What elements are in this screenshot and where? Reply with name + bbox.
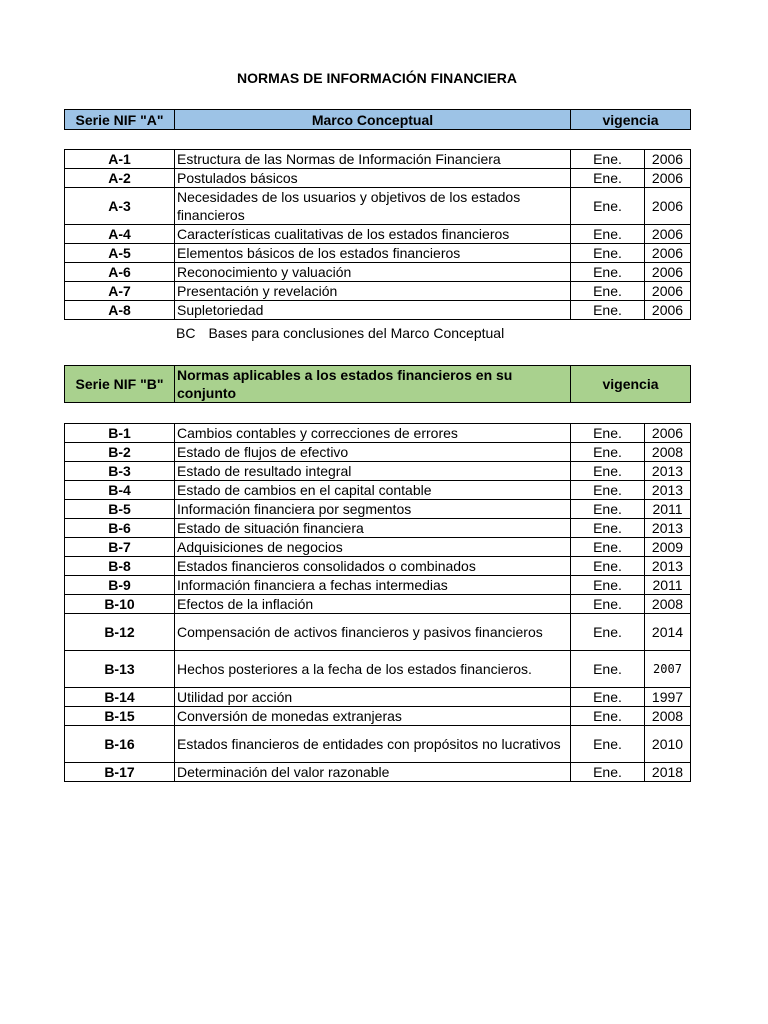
table-row xyxy=(65,500,691,519)
table-row xyxy=(65,595,691,614)
series-b-label: Serie NIF "B" xyxy=(65,366,175,403)
vigencia-year: 2006 xyxy=(645,263,691,282)
table-row xyxy=(65,651,691,688)
table-row xyxy=(65,614,691,651)
norma-description: Necesidades de los usuarios y objetivos de los estados financieros xyxy=(175,188,571,225)
table-row xyxy=(65,150,691,169)
vigencia-year: 2014 xyxy=(645,614,691,651)
norma-description: Información financiera por segmentos xyxy=(175,500,571,519)
series-a-header-row xyxy=(65,110,691,130)
series-a-header-table xyxy=(64,109,691,130)
norma-code: B-13 xyxy=(65,651,175,688)
norma-description: Adquisiciones de negocios xyxy=(175,538,571,557)
norma-code: B-5 xyxy=(65,500,175,519)
table-row xyxy=(65,538,691,557)
norma-description: Estado de cambios en el capital contable xyxy=(175,481,571,500)
bc-note xyxy=(176,325,504,341)
series-b-vigencia: vigencia xyxy=(571,366,691,403)
vigencia-year: 2006 xyxy=(645,169,691,188)
table-row xyxy=(65,519,691,538)
norma-code: A-7 xyxy=(65,282,175,301)
vigencia-year: 2006 xyxy=(645,188,691,225)
norma-code: A-8 xyxy=(65,301,175,320)
series-b-name: Normas aplicables a los estados financieros en su conjunto xyxy=(175,366,571,403)
vigencia-month: Ene. xyxy=(571,519,645,538)
norma-description: Estado de flujos de efectivo xyxy=(175,443,571,462)
norma-description: Estructura de las Normas de Información Financiera xyxy=(175,150,571,169)
norma-code: B-14 xyxy=(65,688,175,707)
norma-description: Estados financieros de entidades con propósitos no lucrativos xyxy=(175,726,571,763)
table-row xyxy=(65,481,691,500)
vigencia-month: Ene. xyxy=(571,244,645,263)
norma-description: Conversión de monedas extranjeras xyxy=(175,707,571,726)
vigencia-year: 2013 xyxy=(645,557,691,576)
vigencia-year: 2006 xyxy=(645,424,691,443)
table-row xyxy=(65,244,691,263)
vigencia-year: 1997 xyxy=(645,688,691,707)
vigencia-year: 2011 xyxy=(645,500,691,519)
vigencia-month: Ene. xyxy=(571,538,645,557)
norma-code: B-15 xyxy=(65,707,175,726)
page-title: NORMAS DE INFORMACIÓN FINANCIERA xyxy=(237,70,517,86)
vigencia-month: Ene. xyxy=(571,282,645,301)
vigencia-month: Ene. xyxy=(571,707,645,726)
norma-code: B-6 xyxy=(65,519,175,538)
bc-note-code: BC xyxy=(176,325,196,341)
norma-code: B-1 xyxy=(65,424,175,443)
norma-description: Presentación y revelación xyxy=(175,282,571,301)
vigencia-month: Ene. xyxy=(571,443,645,462)
norma-description: Elementos básicos de los estados financieros xyxy=(175,244,571,263)
vigencia-month: Ene. xyxy=(571,462,645,481)
table-row xyxy=(65,707,691,726)
norma-code: A-6 xyxy=(65,263,175,282)
norma-code: B-17 xyxy=(65,763,175,782)
norma-description: Hechos posteriores a la fecha de los estados financieros. xyxy=(175,651,571,688)
norma-description: Características cualitativas de los estados financieros xyxy=(175,225,571,244)
norma-code: B-2 xyxy=(65,443,175,462)
vigencia-year: 2011 xyxy=(645,576,691,595)
series-a-vigencia: vigencia xyxy=(571,110,691,130)
norma-description: Cambios contables y correcciones de errores xyxy=(175,424,571,443)
vigencia-month: Ene. xyxy=(571,651,645,688)
norma-description: Supletoriedad xyxy=(175,301,571,320)
vigencia-year: 2006 xyxy=(645,282,691,301)
norma-description: Determinación del valor razonable xyxy=(175,763,571,782)
vigencia-month: Ene. xyxy=(571,557,645,576)
norma-code: A-3 xyxy=(65,188,175,225)
vigencia-month: Ene. xyxy=(571,595,645,614)
vigencia-year: 2006 xyxy=(645,244,691,263)
vigencia-month: Ene. xyxy=(571,424,645,443)
vigencia-year: 2013 xyxy=(645,462,691,481)
norma-description: Estado de resultado integral xyxy=(175,462,571,481)
norma-code: A-5 xyxy=(65,244,175,263)
vigencia-month: Ene. xyxy=(571,169,645,188)
norma-code: B-16 xyxy=(65,726,175,763)
vigencia-month: Ene. xyxy=(571,614,645,651)
table-row xyxy=(65,557,691,576)
norma-code: B-4 xyxy=(65,481,175,500)
vigencia-year: 2009 xyxy=(645,538,691,557)
vigencia-year: 2018 xyxy=(645,763,691,782)
table-row xyxy=(65,763,691,782)
vigencia-month: Ene. xyxy=(571,150,645,169)
vigencia-year: 2010 xyxy=(645,726,691,763)
vigencia-month: Ene. xyxy=(571,225,645,244)
table-row xyxy=(65,169,691,188)
vigencia-month: Ene. xyxy=(571,301,645,320)
series-a-table xyxy=(64,149,691,320)
series-b-header-row xyxy=(65,366,691,403)
norma-code: A-1 xyxy=(65,150,175,169)
table-row xyxy=(65,301,691,320)
series-b-table xyxy=(64,423,691,782)
table-row xyxy=(65,282,691,301)
norma-code: A-2 xyxy=(65,169,175,188)
norma-code: B-9 xyxy=(65,576,175,595)
vigencia-year: 2006 xyxy=(645,150,691,169)
vigencia-year: 2013 xyxy=(645,519,691,538)
vigencia-year: 2008 xyxy=(645,595,691,614)
table-row xyxy=(65,188,691,225)
table-row xyxy=(65,726,691,763)
vigencia-month: Ene. xyxy=(571,188,645,225)
table-row xyxy=(65,263,691,282)
table-row xyxy=(65,576,691,595)
vigencia-month: Ene. xyxy=(571,763,645,782)
series-b-header-table xyxy=(64,365,691,403)
vigencia-year: 2006 xyxy=(645,225,691,244)
table-row xyxy=(65,688,691,707)
vigencia-month: Ene. xyxy=(571,263,645,282)
norma-description: Postulados básicos xyxy=(175,169,571,188)
norma-description: Reconocimiento y valuación xyxy=(175,263,571,282)
vigencia-month: Ene. xyxy=(571,500,645,519)
vigencia-month: Ene. xyxy=(571,576,645,595)
vigencia-month: Ene. xyxy=(571,688,645,707)
vigencia-year: 2007 xyxy=(645,651,691,688)
vigencia-month: Ene. xyxy=(571,726,645,763)
table-row xyxy=(65,424,691,443)
series-a-name: Marco Conceptual xyxy=(175,110,571,130)
series-a-label: Serie NIF "A" xyxy=(65,110,175,130)
vigencia-month: Ene. xyxy=(571,481,645,500)
vigencia-year: 2008 xyxy=(645,443,691,462)
norma-description: Estado de situación financiera xyxy=(175,519,571,538)
table-row xyxy=(65,225,691,244)
table-row xyxy=(65,462,691,481)
norma-description: Estados financieros consolidados o combinados xyxy=(175,557,571,576)
norma-code: B-7 xyxy=(65,538,175,557)
norma-code: B-10 xyxy=(65,595,175,614)
norma-code: B-12 xyxy=(65,614,175,651)
norma-description: Utilidad por acción xyxy=(175,688,571,707)
norma-code: B-8 xyxy=(65,557,175,576)
norma-description: Información financiera a fechas intermedias xyxy=(175,576,571,595)
vigencia-year: 2008 xyxy=(645,707,691,726)
vigencia-year: 2006 xyxy=(645,301,691,320)
norma-code: A-4 xyxy=(65,225,175,244)
vigencia-year: 2013 xyxy=(645,481,691,500)
norma-code: B-3 xyxy=(65,462,175,481)
norma-description: Compensación de activos financieros y pasivos financieros xyxy=(175,614,571,651)
bc-note-text: Bases para conclusiones del Marco Conceptual xyxy=(208,325,505,341)
table-row xyxy=(65,443,691,462)
norma-description: Efectos de la inflación xyxy=(175,595,571,614)
